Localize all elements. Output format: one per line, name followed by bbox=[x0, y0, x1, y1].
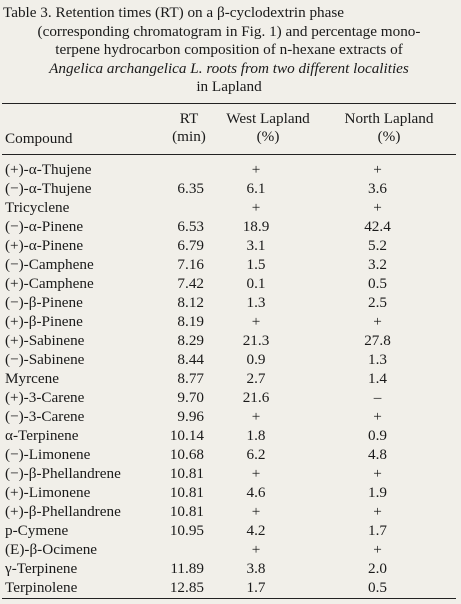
west-lapland-cell: 21.3 bbox=[242, 332, 270, 349]
compound-cell: (E)-β-Ocimene bbox=[5, 541, 98, 558]
north-lapland-cell: 2.5 bbox=[368, 294, 387, 311]
rt-cell: 6.79 bbox=[177, 237, 204, 254]
compound-cell: α-Terpinene bbox=[5, 427, 79, 444]
table-row bbox=[0, 350, 461, 369]
west-lapland-cell: + bbox=[251, 199, 261, 216]
north-lapland-cell: 5.2 bbox=[368, 237, 387, 254]
rt-cell: 10.81 bbox=[169, 465, 204, 482]
west-lapland-cell: 18.9 bbox=[242, 218, 270, 235]
table-row bbox=[0, 274, 461, 293]
north-lapland-cell: 4.8 bbox=[368, 446, 387, 463]
north-lapland-cell: – bbox=[373, 389, 382, 406]
table-row bbox=[0, 331, 461, 350]
compound-cell: (−)-3-Carene bbox=[5, 408, 85, 425]
header-north-label: North Lapland bbox=[344, 110, 434, 127]
compound-cell: (+)-3-Carene bbox=[5, 389, 85, 406]
header-north-lapland bbox=[333, 110, 445, 146]
west-lapland-cell: 0.1 bbox=[246, 275, 266, 292]
rt-cell: 10.81 bbox=[169, 503, 204, 520]
table-row bbox=[0, 236, 461, 255]
header-compound: Compound bbox=[5, 130, 73, 147]
rt-cell: 10.95 bbox=[169, 522, 204, 539]
table-row bbox=[0, 502, 461, 521]
north-lapland-cell: 27.8 bbox=[364, 332, 391, 349]
table-row bbox=[0, 293, 461, 312]
west-lapland-cell: 6.2 bbox=[246, 446, 266, 463]
table-row bbox=[0, 407, 461, 426]
table-row bbox=[0, 217, 461, 236]
table-row bbox=[0, 559, 461, 578]
north-lapland-cell: 2.0 bbox=[368, 560, 387, 577]
compound-cell: γ-Terpinene bbox=[5, 560, 78, 577]
west-lapland-cell: + bbox=[251, 465, 261, 482]
compound-cell: (+)-Sabinene bbox=[5, 332, 85, 349]
header-west-lapland bbox=[218, 110, 318, 146]
west-lapland-cell: 6.1 bbox=[246, 180, 266, 197]
compound-cell: Myrcene bbox=[5, 370, 59, 387]
compound-cell: Tricyclene bbox=[5, 199, 70, 216]
north-lapland-cell: 42.4 bbox=[364, 218, 391, 235]
north-lapland-cell: 1.7 bbox=[368, 522, 387, 539]
north-lapland-cell: + bbox=[373, 465, 382, 482]
rt-cell: 10.14 bbox=[169, 427, 204, 444]
north-lapland-cell: 3.6 bbox=[368, 180, 387, 197]
west-lapland-cell: 1.5 bbox=[246, 256, 266, 273]
north-lapland-cell: + bbox=[373, 408, 382, 425]
west-lapland-cell: 4.2 bbox=[246, 522, 266, 539]
header-north-unit: (%) bbox=[377, 128, 401, 145]
north-lapland-cell: 1.3 bbox=[368, 351, 387, 368]
north-lapland-cell: + bbox=[373, 313, 382, 330]
header-west-unit: (%) bbox=[256, 128, 280, 145]
top-rule bbox=[2, 103, 456, 104]
rt-cell: 8.77 bbox=[177, 370, 204, 387]
table-row bbox=[0, 426, 461, 445]
west-lapland-cell: 0.9 bbox=[246, 351, 266, 368]
west-lapland-cell: + bbox=[251, 161, 261, 178]
compound-cell: (−)-β-Phellandrene bbox=[5, 465, 121, 482]
table-caption bbox=[3, 4, 455, 97]
caption-line: terpene hydrocarbon composition of n-hexane extracts of bbox=[55, 41, 403, 58]
table-row bbox=[0, 255, 461, 274]
caption-line: in Lapland bbox=[196, 78, 262, 95]
north-lapland-cell: + bbox=[373, 199, 382, 216]
rt-cell: 7.42 bbox=[177, 275, 204, 292]
rt-cell: 9.70 bbox=[177, 389, 204, 406]
table-row bbox=[0, 312, 461, 331]
west-lapland-cell: 1.7 bbox=[246, 579, 266, 596]
compound-cell: Terpinolene bbox=[5, 579, 78, 596]
compound-cell: (+)-Camphene bbox=[5, 275, 94, 292]
rt-cell: 10.68 bbox=[169, 446, 204, 463]
west-lapland-cell: 1.3 bbox=[246, 294, 266, 311]
table-row bbox=[0, 179, 461, 198]
compound-cell: (+)-α-Pinene bbox=[5, 237, 84, 254]
table-row bbox=[0, 521, 461, 540]
table-row bbox=[0, 445, 461, 464]
table-row bbox=[0, 483, 461, 502]
north-lapland-cell: 3.2 bbox=[368, 256, 387, 273]
north-lapland-cell: 1.4 bbox=[368, 370, 387, 387]
rt-cell: 8.44 bbox=[177, 351, 204, 368]
bottom-rule bbox=[2, 598, 456, 599]
north-lapland-cell: 0.9 bbox=[368, 427, 387, 444]
west-lapland-cell: + bbox=[251, 313, 261, 330]
west-lapland-cell: 3.1 bbox=[246, 237, 266, 254]
caption-line: Table 3. Retention times (RT) on a β-cyclodextrin phase bbox=[3, 4, 345, 21]
compound-cell: (−)-α-Pinene bbox=[5, 218, 84, 235]
table-row bbox=[0, 160, 461, 179]
table-row bbox=[0, 198, 461, 217]
header-rt-unit: (min) bbox=[172, 128, 206, 145]
rt-cell: 12.85 bbox=[169, 579, 204, 596]
compound-cell: p-Cymene bbox=[5, 522, 69, 539]
header-west-label: West Lapland bbox=[226, 110, 310, 127]
north-lapland-cell: 0.5 bbox=[368, 579, 387, 596]
rt-cell: 11.89 bbox=[170, 560, 204, 577]
north-lapland-cell: + bbox=[373, 541, 382, 558]
west-lapland-cell: + bbox=[251, 503, 261, 520]
west-lapland-cell: 4.6 bbox=[246, 484, 266, 501]
west-lapland-cell: + bbox=[251, 408, 261, 425]
west-lapland-cell: + bbox=[251, 541, 261, 558]
north-lapland-cell: + bbox=[373, 503, 382, 520]
header-rule bbox=[2, 154, 456, 155]
compound-cell: (+)-α-Thujene bbox=[5, 161, 92, 178]
compound-cell: (−)-Sabinene bbox=[5, 351, 85, 368]
west-lapland-cell: 21.6 bbox=[242, 389, 270, 406]
rt-cell: 8.19 bbox=[177, 313, 204, 330]
compound-cell: (−)-β-Pinene bbox=[5, 294, 83, 311]
rt-cell: 8.12 bbox=[177, 294, 204, 311]
rt-cell: 6.53 bbox=[177, 218, 204, 235]
rt-cell: 9.96 bbox=[177, 408, 204, 425]
compound-cell: (−)-Limonene bbox=[5, 446, 91, 463]
table-row bbox=[0, 540, 461, 559]
rt-cell: 10.81 bbox=[169, 484, 204, 501]
header-rt-label: RT bbox=[179, 110, 199, 127]
header-rt bbox=[165, 110, 213, 146]
west-lapland-cell: 3.8 bbox=[246, 560, 266, 577]
north-lapland-cell: 0.5 bbox=[368, 275, 387, 292]
west-lapland-cell: 2.7 bbox=[246, 370, 266, 387]
table-row bbox=[0, 369, 461, 388]
west-lapland-cell: 1.8 bbox=[246, 427, 266, 444]
compound-cell: (+)-β-Pinene bbox=[5, 313, 83, 330]
north-lapland-cell: + bbox=[373, 161, 382, 178]
compound-cell: (−)-Camphene bbox=[5, 256, 94, 273]
compound-cell: (+)-β-Phellandrene bbox=[5, 503, 121, 520]
caption-line: (corresponding chromatogram in Fig. 1) and percentage mono- bbox=[37, 22, 421, 40]
rt-cell: 6.35 bbox=[177, 180, 204, 197]
rt-cell: 7.16 bbox=[177, 256, 204, 273]
compound-cell: (−)-α-Thujene bbox=[5, 180, 92, 197]
table-row bbox=[0, 464, 461, 483]
caption-line: Angelica archangelica L. roots from two different localities bbox=[49, 59, 409, 77]
table-row bbox=[0, 388, 461, 407]
north-lapland-cell: 1.9 bbox=[368, 484, 387, 501]
table-row bbox=[0, 578, 461, 597]
compound-cell: (+)-Limonene bbox=[5, 484, 91, 501]
rt-cell: 8.29 bbox=[177, 332, 204, 349]
